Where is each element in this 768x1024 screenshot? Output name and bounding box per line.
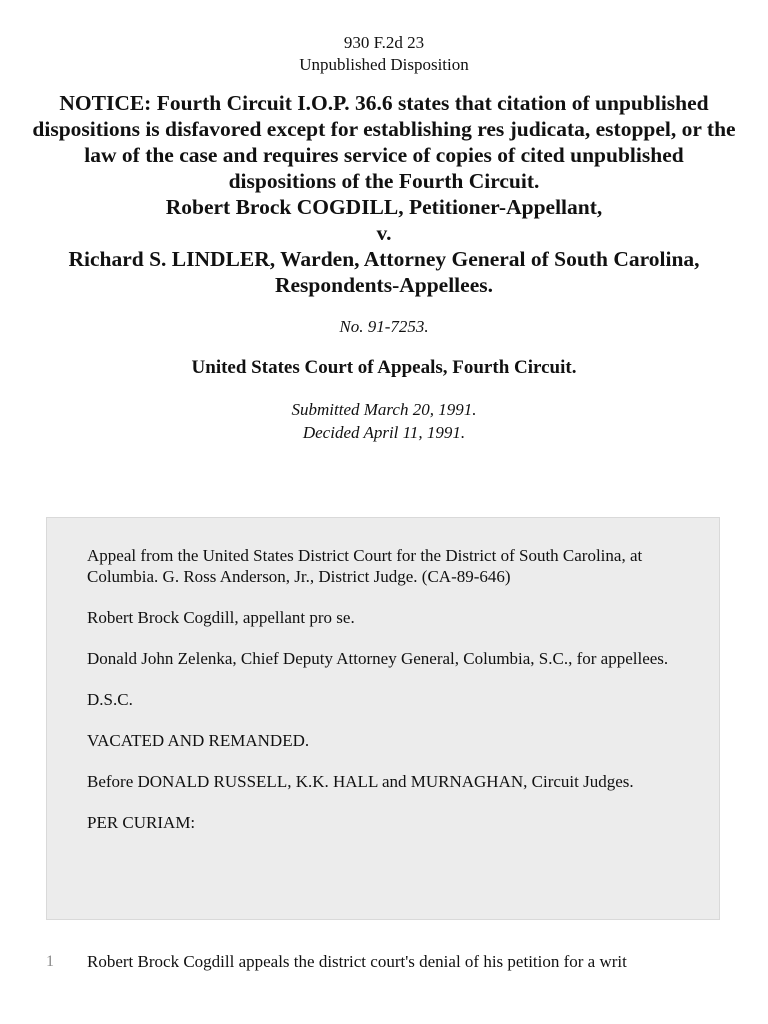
appellant-name: Robert Brock COGDILL, Petitioner-Appellant,	[165, 195, 603, 219]
decided-date: Decided April 11, 1991.	[302, 423, 466, 442]
appellees-names: Richard S. LINDLER, Warden, Attorney General of South Carolina, Respondents-Appellees.	[68, 247, 700, 297]
appellee-counsel: Donald John Zelenka, Chief Deputy Attorney General, Columbia, S.C., for appellees.	[87, 649, 669, 668]
versus-label: v.	[376, 221, 392, 245]
panel-judges: Before DONALD RUSSELL, K.K. HALL and MURNAGHAN, Circuit Judges.	[87, 772, 634, 791]
citation-notice: NOTICE: Fourth Circuit I.O.P. 36.6 states that citation of unpublished dispositions is disfavored except for establishing res judicata, estoppel, or the law of the case and requires service of copies of cited unpublished dispositions of the Fourth Circuit.	[32, 91, 736, 193]
appellant-counsel: Robert Brock Cogdill, appellant pro se.	[87, 608, 355, 627]
submitted-date: Submitted March 20, 1991.	[291, 400, 477, 419]
case-caption	[30, 90, 738, 298]
court-name: United States Court of Appeals, Fourth Circuit.	[191, 357, 577, 378]
opinion-author: PER CURIAM:	[87, 813, 196, 832]
docket-number: No. 91-7253.	[339, 317, 429, 336]
disposition-label: VACATED AND REMANDED.	[87, 731, 310, 750]
case-dates	[0, 398, 768, 444]
paragraph-text: Robert Brock Cogdill appeals the district court's denial of his petition for a writ	[87, 952, 627, 971]
appeal-from-text: Appeal from the United States District Court for the District of South Carolina, at Columbia. G. Ross Anderson, Jr., District Judge. (CA-89-646)	[87, 546, 643, 586]
prelims-box	[46, 517, 720, 920]
lower-court: D.S.C.	[87, 690, 133, 709]
disposition-type: Unpublished Disposition	[299, 55, 469, 74]
reporter-citation: 930 F.2d 23	[343, 33, 425, 52]
paragraph-number: 1	[46, 953, 54, 970]
